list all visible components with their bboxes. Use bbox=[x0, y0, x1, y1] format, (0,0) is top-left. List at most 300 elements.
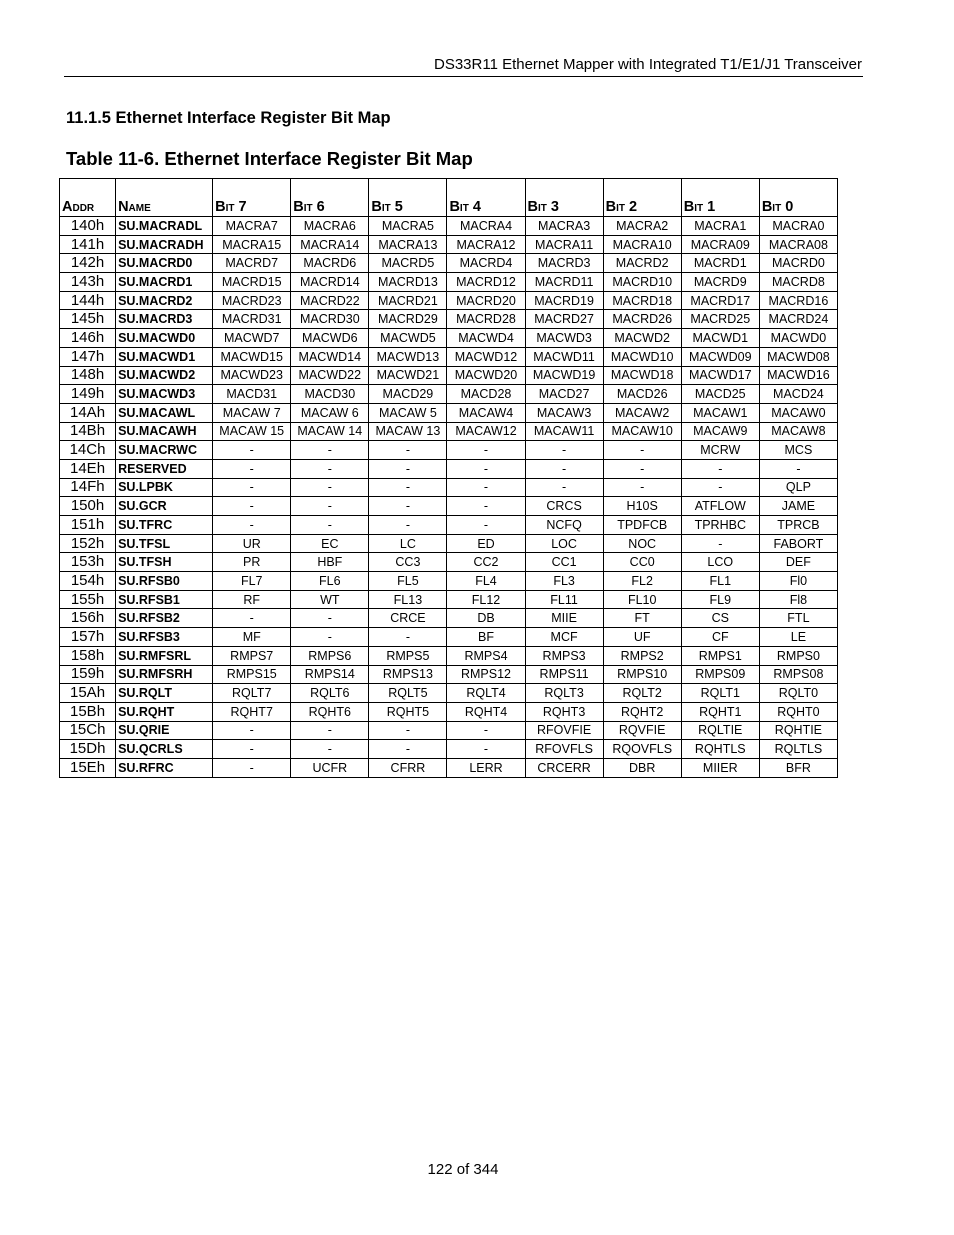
cell-bit6: - bbox=[291, 628, 369, 647]
cell-bit5: MACAW 13 bbox=[369, 422, 447, 441]
cell-bit0: MACWD16 bbox=[759, 366, 837, 385]
cell-addr: 149h bbox=[60, 385, 116, 404]
table-row bbox=[60, 572, 838, 591]
cell-bit7: MACAW 7 bbox=[213, 403, 291, 422]
cell-bit3: - bbox=[525, 459, 603, 478]
cell-name: SU.MACWD2 bbox=[116, 366, 213, 385]
cell-bit3: FL11 bbox=[525, 590, 603, 609]
cell-bit4: MACAW4 bbox=[447, 403, 525, 422]
cell-bit5: FL5 bbox=[369, 572, 447, 591]
cell-bit6: MACRD6 bbox=[291, 254, 369, 273]
column-header-name: Name bbox=[116, 179, 213, 217]
document-header-title: DS33R11 Ethernet Mapper with Integrated T1/E1/J1 Transceiver bbox=[433, 56, 862, 73]
cell-bit1: MACWD09 bbox=[681, 347, 759, 366]
cell-bit4: BF bbox=[447, 628, 525, 647]
cell-bit2: MACRA10 bbox=[603, 235, 681, 254]
cell-name: SU.RFSB3 bbox=[116, 628, 213, 647]
cell-bit2: MACRD18 bbox=[603, 291, 681, 310]
cell-bit3: MACWD3 bbox=[525, 329, 603, 348]
cell-bit3: MACRA3 bbox=[525, 217, 603, 236]
cell-bit2: MACWD18 bbox=[603, 366, 681, 385]
section-heading: 11.1.5 Ethernet Interface Register Bit Map bbox=[66, 109, 391, 127]
cell-bit7: - bbox=[213, 497, 291, 516]
cell-bit5: MACRD5 bbox=[369, 254, 447, 273]
cell-bit4: MACRD20 bbox=[447, 291, 525, 310]
cell-bit7: MACAW 15 bbox=[213, 422, 291, 441]
cell-bit7: - bbox=[213, 441, 291, 460]
table-row bbox=[60, 478, 838, 497]
cell-addr: 14Ah bbox=[60, 403, 116, 422]
cell-bit5: FL13 bbox=[369, 590, 447, 609]
cell-bit2: H10S bbox=[603, 497, 681, 516]
cell-bit5: MACD29 bbox=[369, 385, 447, 404]
cell-bit1: - bbox=[681, 459, 759, 478]
table-title: Table 11-6. Ethernet Interface Register Bit Map bbox=[66, 148, 473, 169]
table-row bbox=[60, 646, 838, 665]
cell-bit4: MACAW12 bbox=[447, 422, 525, 441]
column-header-bit0: Bit 0 bbox=[759, 179, 837, 217]
cell-bit5: MACWD13 bbox=[369, 347, 447, 366]
column-header-bit1: Bit 1 bbox=[681, 179, 759, 217]
cell-bit7: MACRD7 bbox=[213, 254, 291, 273]
cell-bit5: - bbox=[369, 628, 447, 647]
cell-bit6: MACWD6 bbox=[291, 329, 369, 348]
cell-bit0: RMPS0 bbox=[759, 646, 837, 665]
cell-bit1: MACWD17 bbox=[681, 366, 759, 385]
cell-bit1: MACRA09 bbox=[681, 235, 759, 254]
cell-bit7: MACWD7 bbox=[213, 329, 291, 348]
table-row bbox=[60, 740, 838, 759]
cell-bit3: RMPS3 bbox=[525, 646, 603, 665]
cell-bit3: FL3 bbox=[525, 572, 603, 591]
cell-bit6: - bbox=[291, 721, 369, 740]
cell-bit2: - bbox=[603, 478, 681, 497]
cell-bit1: LCO bbox=[681, 553, 759, 572]
cell-bit3: RFOVFIE bbox=[525, 721, 603, 740]
cell-addr: 146h bbox=[60, 329, 116, 348]
page-number: 122 of 344 bbox=[427, 1161, 499, 1178]
cell-bit3: - bbox=[525, 441, 603, 460]
cell-bit3: CC1 bbox=[525, 553, 603, 572]
cell-bit3: - bbox=[525, 478, 603, 497]
cell-bit6: - bbox=[291, 609, 369, 628]
cell-bit2: RMPS2 bbox=[603, 646, 681, 665]
cell-bit0: MACRA0 bbox=[759, 217, 837, 236]
table-row bbox=[60, 235, 838, 254]
cell-bit7: UR bbox=[213, 534, 291, 553]
table-row bbox=[60, 459, 838, 478]
cell-bit1: RQHT1 bbox=[681, 702, 759, 721]
cell-bit6: WT bbox=[291, 590, 369, 609]
cell-bit4: MACD28 bbox=[447, 385, 525, 404]
cell-bit4: - bbox=[447, 441, 525, 460]
table-row bbox=[60, 534, 838, 553]
cell-bit7: RMPS7 bbox=[213, 646, 291, 665]
cell-bit1: CS bbox=[681, 609, 759, 628]
cell-bit7: - bbox=[213, 478, 291, 497]
cell-bit1: FL1 bbox=[681, 572, 759, 591]
table-row bbox=[60, 385, 838, 404]
cell-bit6: - bbox=[291, 516, 369, 535]
cell-bit1: MIIER bbox=[681, 758, 759, 777]
cell-name: SU.MACWD1 bbox=[116, 347, 213, 366]
cell-addr: 145h bbox=[60, 310, 116, 329]
cell-addr: 15Dh bbox=[60, 740, 116, 759]
cell-bit5: MACRA13 bbox=[369, 235, 447, 254]
cell-bit4: MACRD28 bbox=[447, 310, 525, 329]
cell-bit2: MACWD2 bbox=[603, 329, 681, 348]
table-row bbox=[60, 347, 838, 366]
cell-bit1: MACWD1 bbox=[681, 329, 759, 348]
table-row bbox=[60, 310, 838, 329]
cell-bit6: MACRD14 bbox=[291, 273, 369, 292]
cell-bit3: MACRD11 bbox=[525, 273, 603, 292]
cell-bit1: RMPS09 bbox=[681, 665, 759, 684]
table-row bbox=[60, 254, 838, 273]
column-header-bit5: Bit 5 bbox=[369, 179, 447, 217]
cell-bit0: MACWD08 bbox=[759, 347, 837, 366]
cell-bit1: - bbox=[681, 534, 759, 553]
cell-name: SU.QRIE bbox=[116, 721, 213, 740]
cell-name: SU.MACRD1 bbox=[116, 273, 213, 292]
cell-bit4: - bbox=[447, 459, 525, 478]
cell-name: SU.RFSB2 bbox=[116, 609, 213, 628]
cell-bit4: - bbox=[447, 721, 525, 740]
cell-name: SU.MACRADL bbox=[116, 217, 213, 236]
cell-bit0: MACRA08 bbox=[759, 235, 837, 254]
cell-bit0: RQLT0 bbox=[759, 684, 837, 703]
cell-bit4: - bbox=[447, 740, 525, 759]
cell-bit0: MCS bbox=[759, 441, 837, 460]
cell-addr: 150h bbox=[60, 497, 116, 516]
cell-bit6: - bbox=[291, 497, 369, 516]
column-header-bit4: Bit 4 bbox=[447, 179, 525, 217]
cell-bit5: - bbox=[369, 478, 447, 497]
cell-bit6: - bbox=[291, 441, 369, 460]
table-row bbox=[60, 702, 838, 721]
cell-bit2: - bbox=[603, 441, 681, 460]
cell-bit0: MACRD0 bbox=[759, 254, 837, 273]
cell-bit6: HBF bbox=[291, 553, 369, 572]
cell-bit7: MACRD31 bbox=[213, 310, 291, 329]
table-row bbox=[60, 273, 838, 292]
cell-addr: 14Ch bbox=[60, 441, 116, 460]
cell-bit4: MACRD4 bbox=[447, 254, 525, 273]
cell-bit5: RMPS5 bbox=[369, 646, 447, 665]
cell-bit2: MACAW2 bbox=[603, 403, 681, 422]
cell-bit4: RMPS4 bbox=[447, 646, 525, 665]
cell-bit5: - bbox=[369, 516, 447, 535]
cell-bit3: LOC bbox=[525, 534, 603, 553]
cell-bit2: NOC bbox=[603, 534, 681, 553]
cell-bit5: - bbox=[369, 721, 447, 740]
cell-bit6: MACRA14 bbox=[291, 235, 369, 254]
table-row bbox=[60, 422, 838, 441]
cell-bit3: RMPS11 bbox=[525, 665, 603, 684]
cell-addr: 14Bh bbox=[60, 422, 116, 441]
cell-bit4: MACWD4 bbox=[447, 329, 525, 348]
cell-bit2: DBR bbox=[603, 758, 681, 777]
cell-bit4: FL12 bbox=[447, 590, 525, 609]
cell-bit0: MACRD16 bbox=[759, 291, 837, 310]
cell-name: SU.MACRADH bbox=[116, 235, 213, 254]
cell-bit6: MACWD22 bbox=[291, 366, 369, 385]
cell-bit2: CC0 bbox=[603, 553, 681, 572]
cell-name: SU.MACWD3 bbox=[116, 385, 213, 404]
table-row bbox=[60, 553, 838, 572]
cell-bit2: RQVFIE bbox=[603, 721, 681, 740]
cell-bit0: RQHT0 bbox=[759, 702, 837, 721]
cell-bit2: FL2 bbox=[603, 572, 681, 591]
cell-addr: 153h bbox=[60, 553, 116, 572]
cell-bit4: RMPS12 bbox=[447, 665, 525, 684]
cell-bit2: FL10 bbox=[603, 590, 681, 609]
table-body bbox=[60, 217, 838, 778]
cell-bit1: MCRW bbox=[681, 441, 759, 460]
cell-bit0: DEF bbox=[759, 553, 837, 572]
cell-bit4: MACWD20 bbox=[447, 366, 525, 385]
cell-addr: 141h bbox=[60, 235, 116, 254]
cell-bit4: MACRD12 bbox=[447, 273, 525, 292]
cell-bit0: MACWD0 bbox=[759, 329, 837, 348]
cell-bit0: MACD24 bbox=[759, 385, 837, 404]
cell-bit0: Fl0 bbox=[759, 572, 837, 591]
cell-bit2: RMPS10 bbox=[603, 665, 681, 684]
cell-bit6: MACWD14 bbox=[291, 347, 369, 366]
cell-bit6: - bbox=[291, 478, 369, 497]
cell-bit2: - bbox=[603, 459, 681, 478]
cell-bit1: CF bbox=[681, 628, 759, 647]
cell-bit4: MACWD12 bbox=[447, 347, 525, 366]
cell-addr: 154h bbox=[60, 572, 116, 591]
cell-bit0: QLP bbox=[759, 478, 837, 497]
cell-bit5: - bbox=[369, 459, 447, 478]
cell-addr: 15Bh bbox=[60, 702, 116, 721]
cell-bit4: RQHT4 bbox=[447, 702, 525, 721]
cell-bit0: TPRCB bbox=[759, 516, 837, 535]
cell-bit2: MACRA2 bbox=[603, 217, 681, 236]
cell-bit1: MACRD17 bbox=[681, 291, 759, 310]
cell-bit0: - bbox=[759, 459, 837, 478]
cell-bit6: MACRA6 bbox=[291, 217, 369, 236]
cell-bit6: RMPS14 bbox=[291, 665, 369, 684]
cell-bit1: RQLTIE bbox=[681, 721, 759, 740]
cell-addr: 155h bbox=[60, 590, 116, 609]
cell-bit0: MACAW0 bbox=[759, 403, 837, 422]
cell-bit6: FL6 bbox=[291, 572, 369, 591]
cell-bit1: ATFLOW bbox=[681, 497, 759, 516]
cell-name: RESERVED bbox=[116, 459, 213, 478]
cell-bit5: RQLT5 bbox=[369, 684, 447, 703]
cell-bit4: DB bbox=[447, 609, 525, 628]
cell-bit7: RQHT7 bbox=[213, 702, 291, 721]
cell-bit7: - bbox=[213, 721, 291, 740]
header-rule bbox=[64, 76, 863, 77]
table-row bbox=[60, 217, 838, 236]
table-row bbox=[60, 403, 838, 422]
cell-bit5: CC3 bbox=[369, 553, 447, 572]
cell-bit1: MACRD9 bbox=[681, 273, 759, 292]
cell-bit7: MACRD23 bbox=[213, 291, 291, 310]
cell-bit2: MACWD10 bbox=[603, 347, 681, 366]
cell-bit2: UF bbox=[603, 628, 681, 647]
cell-name: SU.MACAWH bbox=[116, 422, 213, 441]
cell-bit6: RQLT6 bbox=[291, 684, 369, 703]
cell-name: SU.TFRC bbox=[116, 516, 213, 535]
cell-name: SU.LPBK bbox=[116, 478, 213, 497]
cell-bit5: LC bbox=[369, 534, 447, 553]
cell-bit4: LERR bbox=[447, 758, 525, 777]
cell-bit2: RQHT2 bbox=[603, 702, 681, 721]
cell-bit7: MACWD23 bbox=[213, 366, 291, 385]
cell-bit3: MACRA11 bbox=[525, 235, 603, 254]
cell-bit5: CFRR bbox=[369, 758, 447, 777]
cell-bit6: - bbox=[291, 740, 369, 759]
cell-bit1: RQLT1 bbox=[681, 684, 759, 703]
cell-addr: 15Ah bbox=[60, 684, 116, 703]
cell-bit3: MACWD11 bbox=[525, 347, 603, 366]
cell-bit4: MACRA4 bbox=[447, 217, 525, 236]
cell-addr: 151h bbox=[60, 516, 116, 535]
cell-bit3: RFOVFLS bbox=[525, 740, 603, 759]
cell-bit2: RQOVFLS bbox=[603, 740, 681, 759]
cell-addr: 152h bbox=[60, 534, 116, 553]
cell-name: SU.GCR bbox=[116, 497, 213, 516]
cell-bit3: MACD27 bbox=[525, 385, 603, 404]
cell-name: SU.MACRD2 bbox=[116, 291, 213, 310]
column-header-bit7: Bit 7 bbox=[213, 179, 291, 217]
table-row bbox=[60, 665, 838, 684]
cell-bit5: MACWD5 bbox=[369, 329, 447, 348]
cell-bit7: MACRA15 bbox=[213, 235, 291, 254]
cell-bit3: MACRD27 bbox=[525, 310, 603, 329]
cell-bit1: MACAW1 bbox=[681, 403, 759, 422]
cell-bit7: PR bbox=[213, 553, 291, 572]
cell-bit7: - bbox=[213, 609, 291, 628]
cell-bit2: MACD26 bbox=[603, 385, 681, 404]
cell-name: SU.RMFSRL bbox=[116, 646, 213, 665]
cell-bit1: MACRD1 bbox=[681, 254, 759, 273]
cell-addr: 158h bbox=[60, 646, 116, 665]
cell-addr: 159h bbox=[60, 665, 116, 684]
cell-name: SU.RQHT bbox=[116, 702, 213, 721]
cell-bit1: MACRD25 bbox=[681, 310, 759, 329]
column-header-bit6: Bit 6 bbox=[291, 179, 369, 217]
cell-bit0: FABORT bbox=[759, 534, 837, 553]
cell-bit5: CRCE bbox=[369, 609, 447, 628]
cell-bit4: - bbox=[447, 516, 525, 535]
cell-bit5: MACWD21 bbox=[369, 366, 447, 385]
cell-bit4: CC2 bbox=[447, 553, 525, 572]
cell-bit3: MACRD19 bbox=[525, 291, 603, 310]
cell-addr: 140h bbox=[60, 217, 116, 236]
cell-bit2: TPDFCB bbox=[603, 516, 681, 535]
cell-name: SU.RMFSRH bbox=[116, 665, 213, 684]
cell-bit5: RQHT5 bbox=[369, 702, 447, 721]
table-header-row bbox=[60, 179, 838, 217]
cell-bit3: CRCERR bbox=[525, 758, 603, 777]
cell-name: SU.MACRWC bbox=[116, 441, 213, 460]
cell-bit6: RQHT6 bbox=[291, 702, 369, 721]
cell-addr: 142h bbox=[60, 254, 116, 273]
cell-bit7: MF bbox=[213, 628, 291, 647]
cell-bit2: MACAW10 bbox=[603, 422, 681, 441]
cell-bit0: RQHTIE bbox=[759, 721, 837, 740]
cell-bit6: RMPS6 bbox=[291, 646, 369, 665]
cell-bit3: MACRD3 bbox=[525, 254, 603, 273]
cell-bit1: - bbox=[681, 478, 759, 497]
column-header-bit3: Bit 3 bbox=[525, 179, 603, 217]
cell-bit0: LE bbox=[759, 628, 837, 647]
cell-bit7: RF bbox=[213, 590, 291, 609]
cell-name: SU.MACWD0 bbox=[116, 329, 213, 348]
cell-bit1: TPRHBC bbox=[681, 516, 759, 535]
cell-bit7: MACRD15 bbox=[213, 273, 291, 292]
cell-bit4: - bbox=[447, 478, 525, 497]
table-row bbox=[60, 497, 838, 516]
cell-bit4: MACRA12 bbox=[447, 235, 525, 254]
cell-bit7: - bbox=[213, 516, 291, 535]
cell-bit0: BFR bbox=[759, 758, 837, 777]
cell-name: SU.TFSL bbox=[116, 534, 213, 553]
cell-bit2: MACRD10 bbox=[603, 273, 681, 292]
cell-bit1: RMPS1 bbox=[681, 646, 759, 665]
cell-bit6: - bbox=[291, 459, 369, 478]
cell-bit5: MACRD13 bbox=[369, 273, 447, 292]
cell-bit0: Fl8 bbox=[759, 590, 837, 609]
cell-bit4: ED bbox=[447, 534, 525, 553]
cell-bit0: JAME bbox=[759, 497, 837, 516]
cell-bit2: MACRD26 bbox=[603, 310, 681, 329]
register-bit-map-table bbox=[59, 178, 838, 778]
cell-bit5: RMPS13 bbox=[369, 665, 447, 684]
cell-bit6: MACD30 bbox=[291, 385, 369, 404]
cell-bit3: CRCS bbox=[525, 497, 603, 516]
column-header-bit2: Bit 2 bbox=[603, 179, 681, 217]
cell-bit5: MACRA5 bbox=[369, 217, 447, 236]
cell-bit0: RQLTLS bbox=[759, 740, 837, 759]
cell-bit0: MACRD8 bbox=[759, 273, 837, 292]
table-row bbox=[60, 590, 838, 609]
cell-bit6: MACRD22 bbox=[291, 291, 369, 310]
cell-bit6: MACAW 6 bbox=[291, 403, 369, 422]
cell-bit4: - bbox=[447, 497, 525, 516]
cell-bit7: RMPS15 bbox=[213, 665, 291, 684]
cell-bit4: RQLT4 bbox=[447, 684, 525, 703]
cell-addr: 147h bbox=[60, 347, 116, 366]
cell-name: SU.QCRLS bbox=[116, 740, 213, 759]
table-row bbox=[60, 758, 838, 777]
cell-bit1: MACRA1 bbox=[681, 217, 759, 236]
cell-bit5: - bbox=[369, 740, 447, 759]
cell-bit5: - bbox=[369, 497, 447, 516]
cell-bit3: NCFQ bbox=[525, 516, 603, 535]
cell-bit5: MACAW 5 bbox=[369, 403, 447, 422]
cell-bit4: FL4 bbox=[447, 572, 525, 591]
column-header-addr: Addr bbox=[60, 179, 116, 217]
cell-bit5: - bbox=[369, 441, 447, 460]
cell-bit6: MACRD30 bbox=[291, 310, 369, 329]
table-row bbox=[60, 609, 838, 628]
cell-bit7: FL7 bbox=[213, 572, 291, 591]
cell-addr: 157h bbox=[60, 628, 116, 647]
table-row bbox=[60, 721, 838, 740]
cell-bit2: RQLT2 bbox=[603, 684, 681, 703]
cell-addr: 15Ch bbox=[60, 721, 116, 740]
cell-addr: 15Eh bbox=[60, 758, 116, 777]
table-row bbox=[60, 329, 838, 348]
cell-bit1: MACD25 bbox=[681, 385, 759, 404]
